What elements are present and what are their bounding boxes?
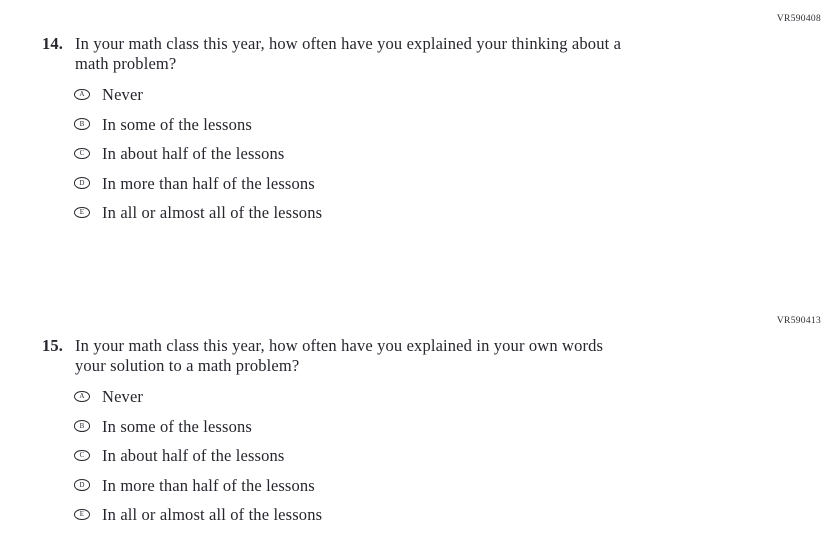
bubble-letter: E bbox=[79, 510, 85, 519]
answer-bubble-e[interactable] bbox=[74, 207, 90, 219]
bubble-letter: A bbox=[79, 392, 85, 401]
variable-code-label: VR590413 bbox=[776, 316, 821, 326]
option-row-c[interactable] bbox=[74, 145, 830, 162]
option-row-a[interactable] bbox=[74, 388, 830, 405]
option-label: In some of the lessons bbox=[102, 416, 252, 436]
answer-bubble-b[interactable] bbox=[74, 420, 90, 432]
question-text-line2: your solution to a math problem? bbox=[75, 356, 300, 375]
option-row-e[interactable] bbox=[74, 204, 830, 221]
question-number: 15. bbox=[42, 336, 64, 355]
bubble-letter: B bbox=[79, 421, 85, 430]
option-label: In all or almost all of the lessons bbox=[102, 203, 323, 222]
question-text bbox=[75, 336, 603, 376]
question-text-line1: In your math class this year, how often have you explained in your own words bbox=[75, 336, 604, 355]
bubble-letter: C bbox=[79, 451, 85, 460]
bubble-letter: C bbox=[79, 149, 85, 158]
question-number: 14. bbox=[42, 34, 64, 53]
variable-code-label: VR590408 bbox=[776, 14, 821, 24]
option-label: In about half of the lessons bbox=[102, 144, 285, 163]
bubble-letter: B bbox=[79, 119, 85, 128]
question-14-head bbox=[0, 34, 830, 74]
answer-bubble-a[interactable] bbox=[74, 391, 90, 403]
question-text-line1: In your math class this year, how often have you explained your thinking about a bbox=[75, 34, 622, 53]
answer-options-list bbox=[0, 388, 830, 523]
option-row-c[interactable] bbox=[74, 447, 830, 464]
option-row-b[interactable] bbox=[74, 116, 830, 133]
answer-bubble-e[interactable] bbox=[74, 509, 90, 521]
answer-bubble-d[interactable] bbox=[74, 177, 90, 189]
question-text-line2: math problem? bbox=[75, 54, 177, 73]
option-label: In all or almost all of the lessons bbox=[102, 505, 323, 524]
answer-bubble-b[interactable] bbox=[74, 118, 90, 130]
answer-bubble-c[interactable] bbox=[74, 148, 90, 160]
option-label: In more than half of the lessons bbox=[102, 173, 315, 193]
option-row-a[interactable] bbox=[74, 86, 830, 103]
question-15-section bbox=[0, 315, 830, 523]
bubble-letter: D bbox=[79, 178, 85, 187]
answer-bubble-d[interactable] bbox=[74, 479, 90, 491]
answer-options-list bbox=[0, 86, 830, 221]
bubble-letter: D bbox=[79, 480, 85, 489]
option-label: In some of the lessons bbox=[102, 114, 252, 134]
option-row-d[interactable] bbox=[74, 477, 830, 494]
option-label: In more than half of the lessons bbox=[102, 475, 315, 495]
option-row-b[interactable] bbox=[74, 418, 830, 435]
bubble-letter: A bbox=[79, 90, 85, 99]
question-14-section bbox=[0, 13, 830, 221]
answer-bubble-c[interactable] bbox=[74, 450, 90, 462]
bubble-letter: E bbox=[79, 208, 85, 217]
answer-bubble-a[interactable] bbox=[74, 89, 90, 101]
option-label: Never bbox=[102, 85, 144, 104]
option-label: Never bbox=[102, 387, 144, 406]
question-15-head bbox=[0, 336, 830, 376]
option-row-e[interactable] bbox=[74, 506, 830, 523]
option-row-d[interactable] bbox=[74, 175, 830, 192]
question-text bbox=[75, 34, 621, 74]
option-label: In about half of the lessons bbox=[102, 446, 285, 465]
